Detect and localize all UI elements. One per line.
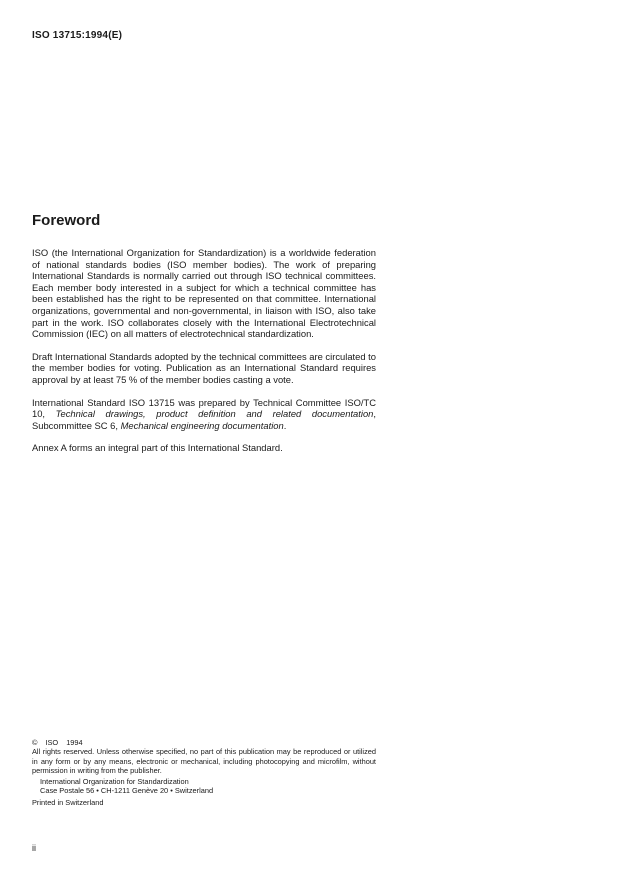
paragraph-3-text-c: . [283, 419, 287, 431]
foreword-body [32, 247, 376, 465]
page-number: ii [32, 843, 36, 853]
committee-title: Technical drawings, product definition and related documentation [55, 408, 374, 420]
printed-in: Printed in Switzerland [32, 797, 104, 807]
copyright-symbol: © [32, 738, 38, 747]
rights-notice: All rights reserved. Unless otherwise specified, no part of this publication may be reproduced or utilized in any form or by any means, electronic or mechanical, including photocopying and microfilm, without permission in writing from the publisher. [32, 747, 376, 775]
foreword-heading: Foreword [32, 212, 101, 229]
copyright-org: ISO [45, 738, 59, 747]
paragraph-3-text-b: , Subcommittee SC 6, [32, 408, 376, 431]
copyright-footer [32, 738, 376, 807]
foreword-paragraph-1: ISO (the International Organization for Standardization) is a worldwide federation of national standards bodies (ISO member bodies). The work of preparing International Standards is normally carried out through ISO technical committees. Each member body interested in a subject for which a technical committee has been established has the right to be represented on that committee. International organizations, governmental and non-governmental, in liaison with ISO, also take part in the work. ISO collaborates closely with the International Electrotechnical Commission (IEC) on all matters of electrotechnical standardization. [32, 247, 376, 340]
foreword-paragraph-3 [32, 397, 376, 432]
foreword-paragraph-4: Annex A forms an integral part of this International Standard. [32, 442, 283, 454]
subcommittee-title: Mechanical engineering documentation [120, 419, 284, 431]
address-line-1: International Organization for Standardization [40, 777, 189, 787]
copyright-year: 1994 [66, 738, 83, 747]
document-id-header: ISO 13715:1994(E) [32, 30, 123, 41]
foreword-paragraph-2: Draft International Standards adopted by the technical committees are circulated to the member bodies for voting. Publication as an International Standard requires approval by at least 75 % of the member bodies casting a vote. [32, 350, 376, 385]
paragraph-3-text-a: International Standard ISO 13715 was prepared by Technical Committee ISO/TC 10, [32, 396, 376, 420]
address-line-2: Case Postale 56 • CH-1211 Genève 20 • Switzerland [40, 786, 214, 796]
copyright-line [32, 738, 376, 747]
